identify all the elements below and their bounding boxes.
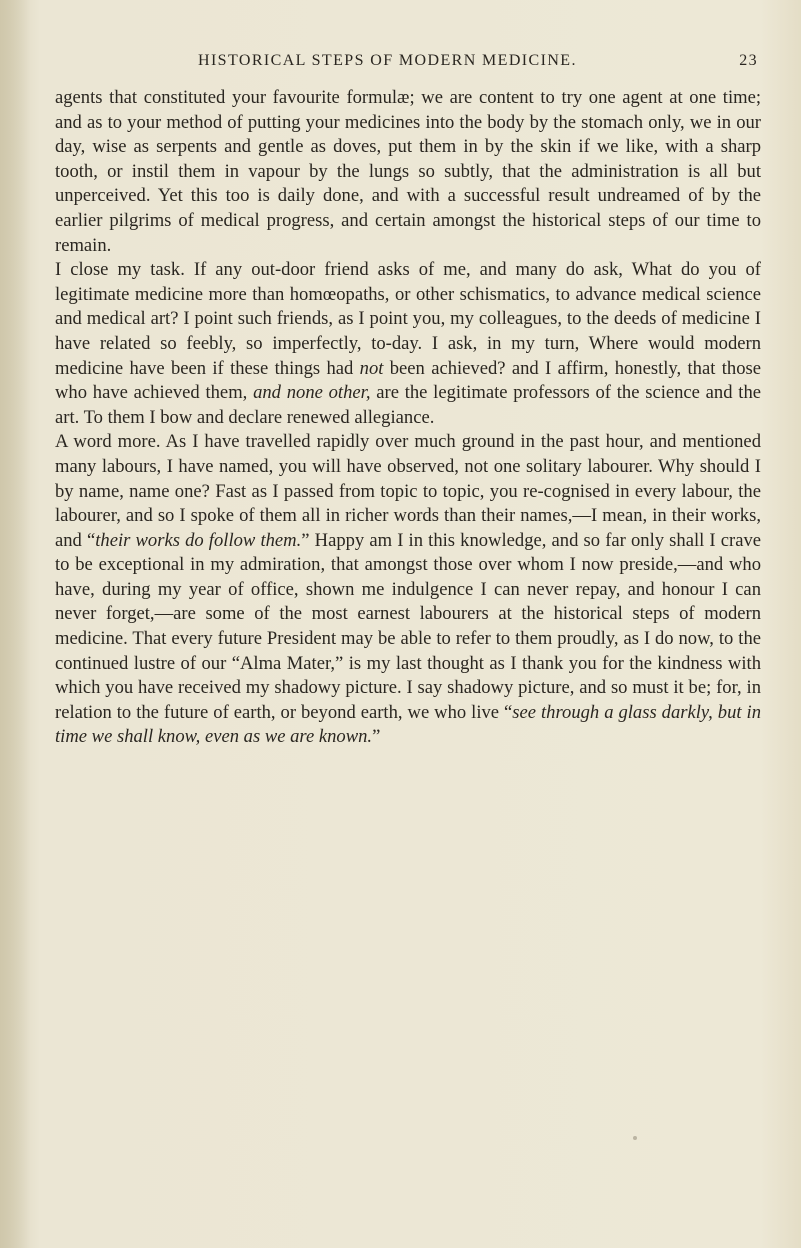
binding-shadow	[0, 0, 30, 1248]
paragraph-2-text-c: are the legitimate professors of the science and the art. To them I bow and declare renewed allegiance.	[55, 382, 762, 428]
body-text	[55, 86, 761, 750]
ink-speck	[633, 1136, 637, 1140]
paragraph-1: agents that constituted your favourite formulæ; we are content to try one agent at one time; and as to your method of putting your medicines into the body by the stomach only, we in our day, wise as serpents and gentle as doves, put them in by the skin if we like, with a sharp tooth, or instil them in vapour by the lungs so subtly, that the administration is all but unperceived. Yet this too is daily done, and with a successful result undreamed of by the earlier pilgrims of medical progress, and certain amongst the historical steps of our time to remain.	[55, 87, 761, 256]
running-title: HISTORICAL STEPS OF MODERN MEDICINE.	[198, 52, 577, 69]
paragraph-3	[55, 430, 761, 750]
emphasis-and-none-other: and none other,	[253, 382, 371, 404]
paragraph-3-text-c: ”	[372, 726, 381, 748]
page-number: 23	[739, 52, 758, 69]
paragraph-3-text-b: ” Happy am I in this knowledge, and so far only shall I crave to be exceptional in my admiration, that amongst those over whom I now preside,—and who have, during my year of office, shown me indulgence I can never repay, and honour I can never forget,—are some of the most earnest labourers at the historical steps of modern medicine. That every future President may be able to refer to them proudly, as I do now, to the continued lustre of our “Alma Mater,” is my last thought as I thank you for the kindness with which you have received my shadowy picture. I say shadowy picture, and so must it be; for, in relation to the future of earth, or beyond earth, we who live “	[55, 529, 762, 723]
paragraph-2	[55, 258, 761, 430]
paragraph-2-text-a: I close my task. If any out-door friend asks of me, and many do ask, What do you of legitimate medicine more than homœopaths, or other schismatics, to advance medical science and medical art? I point such friends, as I point you, my colleagues, to the deeds of medicine I have related so feebly, so imperfectly, to-day. I ask, in my turn, Where would modern medicine have been if these things had	[55, 259, 761, 379]
running-header	[198, 52, 758, 70]
paragraph-2-text-b: been achieved? and I affirm, honestly, that those who have achieved them,	[55, 357, 761, 404]
emphasis-not: not	[359, 357, 384, 379]
paragraph-3-text-a: A word more. As I have travelled rapidly over much ground in the past hour, and mentioned many labours, I have named, you will have observed, not one solitary labourer. Why should I by name, name one? Fast as I passed from topic to topic, you re-cognised in every labour, the labourer, and so I spoke of them all in richer words than their names,—I mean, in their works, and “	[55, 431, 761, 551]
emphasis-their-works: their works do follow them.	[95, 529, 302, 551]
emphasis-closing-quote: see through a glass darkly, but in time we shall know, even as we are known.	[55, 701, 761, 748]
